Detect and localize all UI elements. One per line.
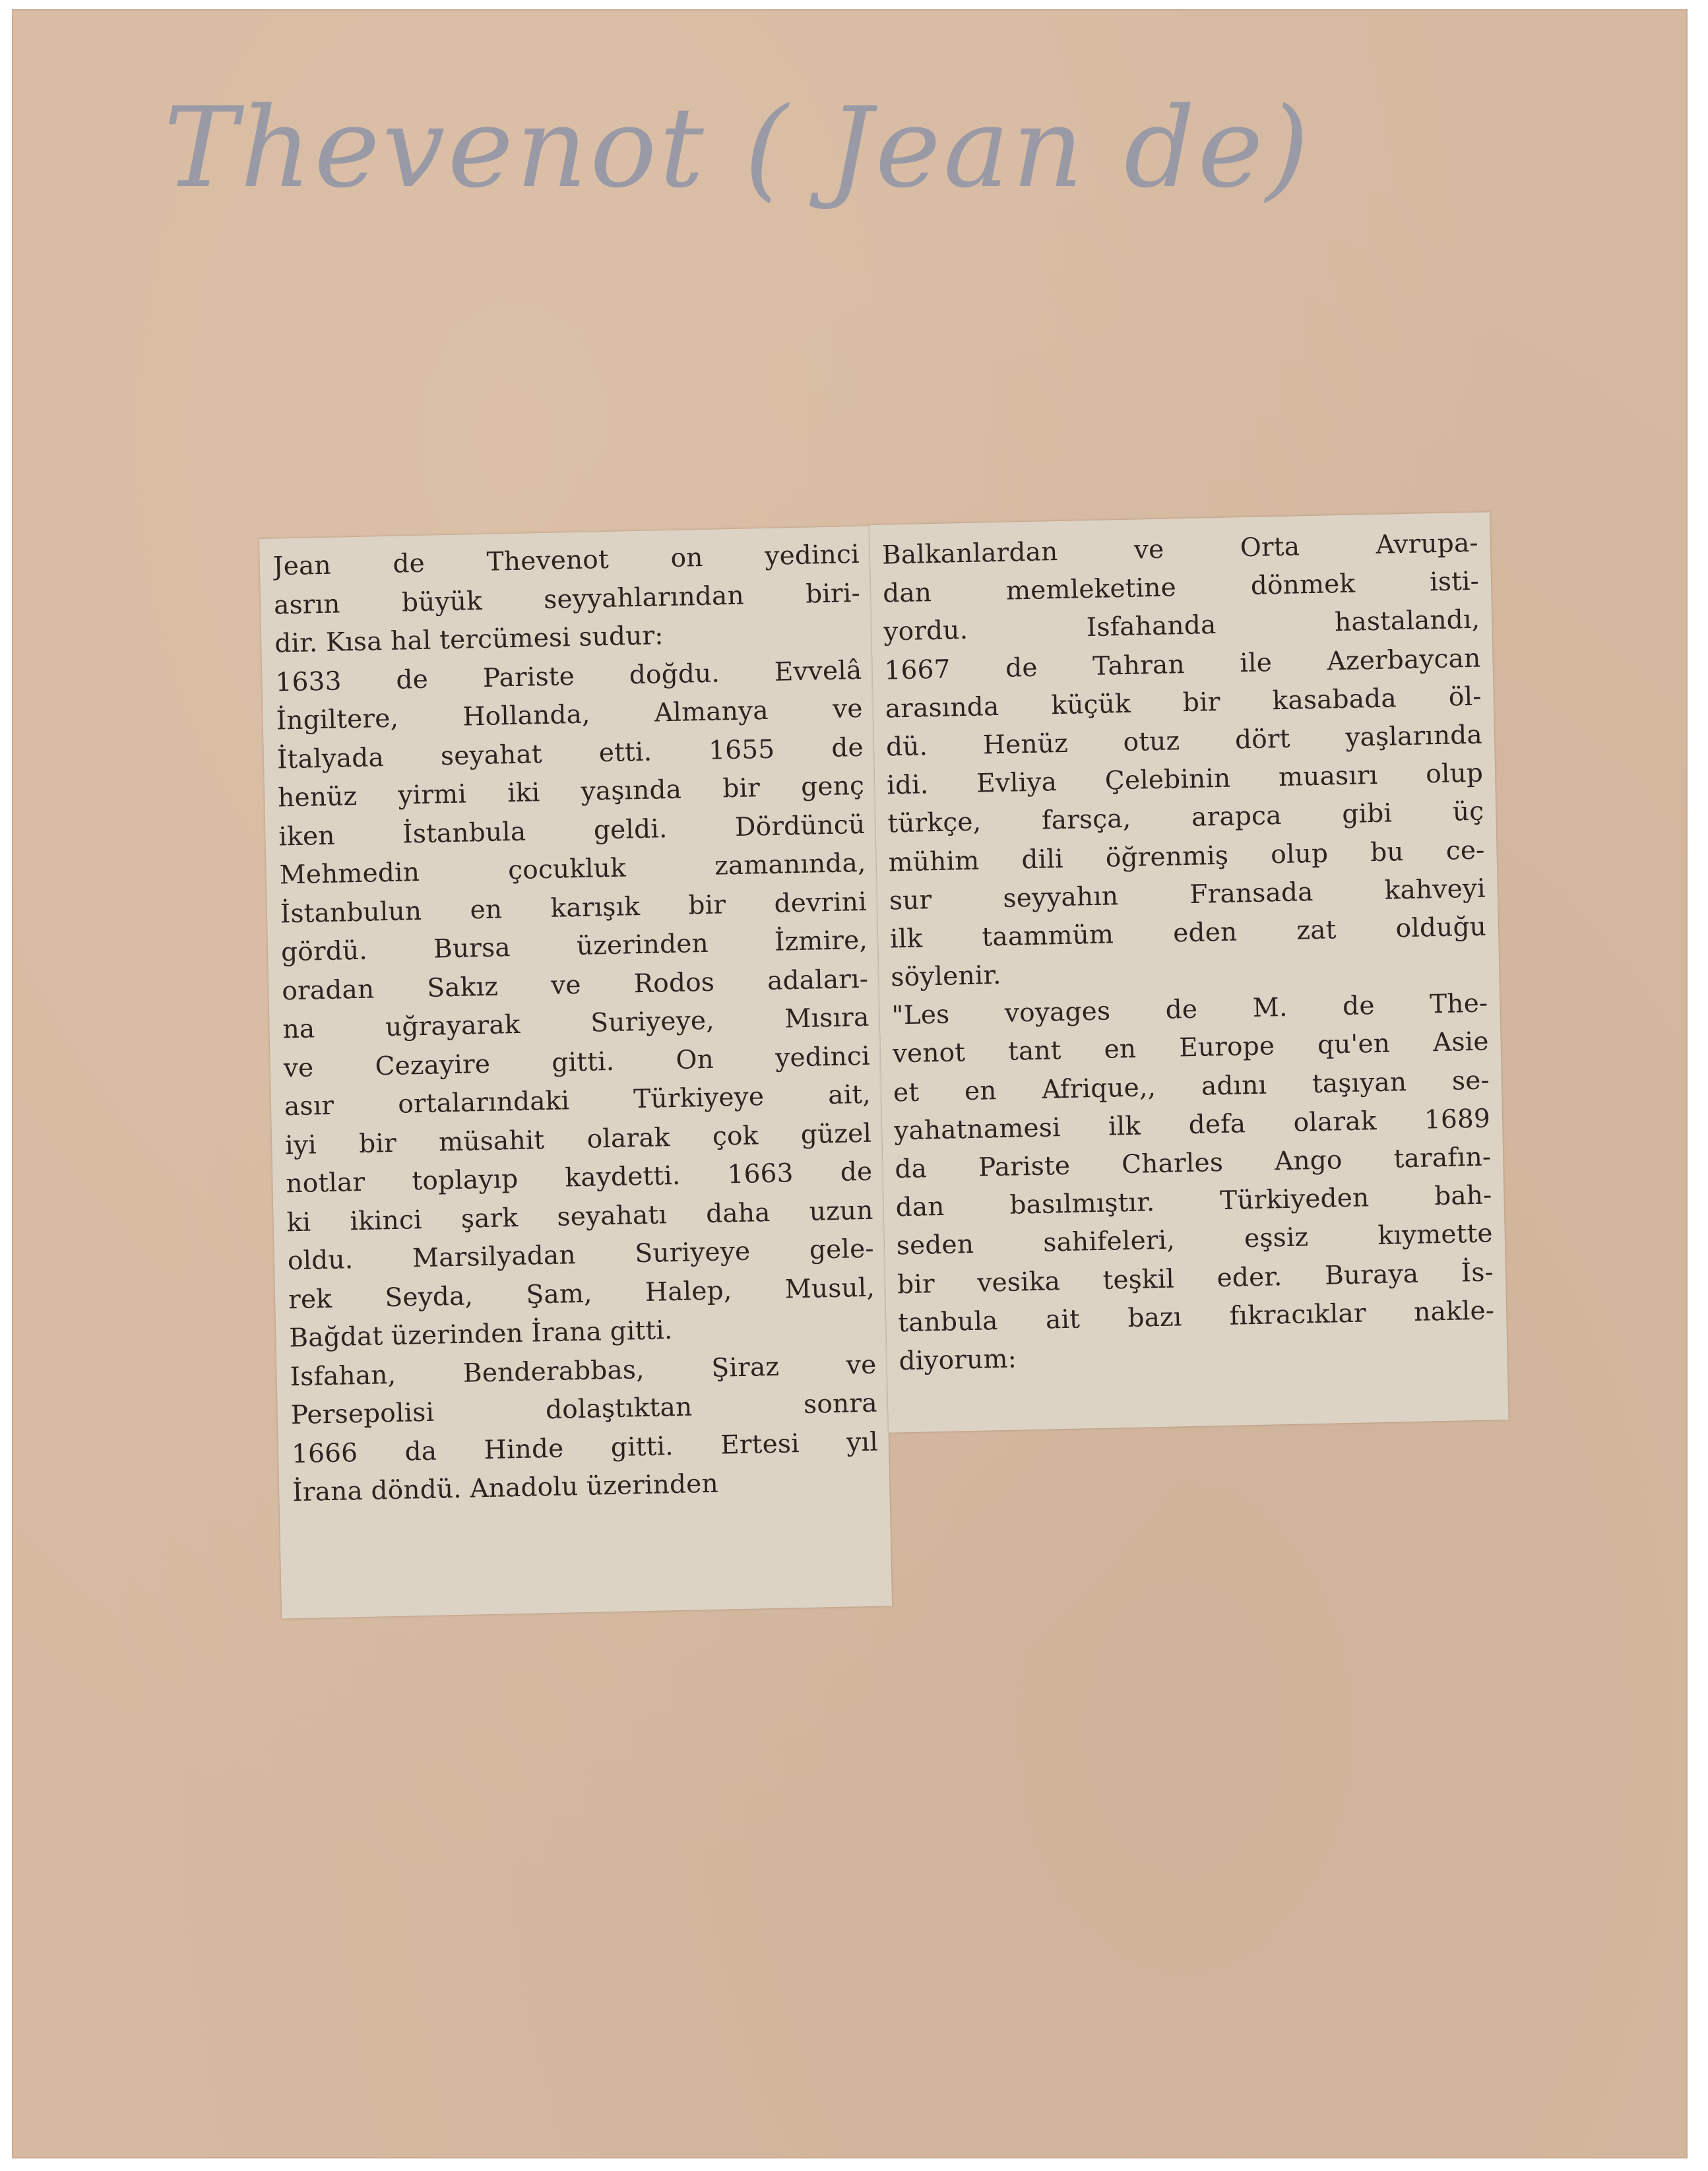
text-line: Mehmedin çocukluk zamanında, <box>279 848 866 891</box>
text-line: Persepolisi dolaştıktan sonra <box>290 1388 878 1431</box>
text-line: ki ikinci şark seyahatı daha uzun <box>286 1195 873 1238</box>
text-line: Jean de Thevenot on yedinci <box>272 539 860 582</box>
text-line: seden sahifeleri, eşsiz kıymette <box>896 1218 1494 1261</box>
newspaper-clipping-left <box>259 526 892 1619</box>
newspaper-clipping-right <box>870 512 1509 1432</box>
text-line: ilk taammüm eden zat olduğu <box>889 912 1487 955</box>
document-page <box>12 9 1688 2158</box>
text-line: yahatnamesi ilk defa olarak 1689 <box>893 1104 1491 1147</box>
text-line: İstanbulun en karışık bir devrini <box>280 887 868 929</box>
text-line: söylenir. <box>890 960 1002 993</box>
handwritten-title: Thevenot ( Jean de) <box>164 83 1312 212</box>
text-line: Balkanlardan ve Orta Avrupa- <box>881 528 1479 571</box>
text-line: dir. Kısa hal tercümesi sudur: <box>274 621 664 659</box>
text-line: Bağdat üzerinden İrana gitti. <box>288 1315 673 1354</box>
text-line: İngiltere, Hollanda, Almanya ve <box>276 693 864 736</box>
text-line: na uğrayarak Suriyeye, Mısıra <box>282 1002 870 1045</box>
text-line: mühim dili öğrenmiş olup bu ce- <box>888 835 1485 878</box>
text-line: asrın büyük seyyahlarından biri- <box>273 578 861 621</box>
text-line: dan memleketine dönmek isti- <box>882 566 1480 609</box>
text-line: asır ortalarındaki Türkiyeye ait, <box>284 1079 871 1122</box>
text-line: Isfahan, Benderabbas, Şiraz ve <box>290 1350 877 1392</box>
text-line: diyorum: <box>899 1344 1017 1377</box>
text-line: iken İstanbula geldi. Dördüncü <box>278 809 866 852</box>
text-line: gördü. Bursa üzerinden İzmire, <box>280 925 868 968</box>
text-line: iyi bir müsahit olarak çok güzel <box>284 1118 872 1160</box>
text-line: et en Afrique,, adını taşıyan se- <box>893 1065 1490 1108</box>
text-line: 1667 de Tahran ile Azerbaycan <box>884 643 1481 686</box>
text-line: oradan Sakız ve Rodos adaları- <box>281 964 869 1006</box>
text-line: da Pariste Charles Ango tarafın- <box>894 1142 1492 1185</box>
text-line: ve Cezayire gitti. On yedinci <box>283 1041 871 1083</box>
right-column <box>870 524 1507 1381</box>
text-line: bir vesika teşkil eder. Buraya İs- <box>897 1257 1494 1300</box>
text-line: idi. Evliya Çelebinin muasırı olup <box>886 758 1484 801</box>
text-line: henüz yirmi iki yaşında bir genç <box>277 771 865 813</box>
text-line: dü. Henüz otuz dört yaşlarında <box>885 720 1483 763</box>
left-column <box>259 536 889 1513</box>
text-line: notlar toplayıp kaydetti. 1663 de <box>286 1156 873 1199</box>
text-line: "Les voyages de M. de The- <box>891 988 1488 1031</box>
text-line: 1633 de Pariste doğdu. Evvelâ <box>275 655 862 698</box>
text-line: arasında küçük bir kasabada öl- <box>885 681 1482 724</box>
text-line: sur seyyahın Fransada kahveyi <box>889 873 1486 916</box>
text-line: dan basılmıştır. Türkiyeden bah- <box>895 1180 1492 1223</box>
text-line: venot tant en Europe qu'en Asie <box>892 1026 1490 1069</box>
text-line: rek Seyda, Şam, Halep, Musul, <box>288 1273 875 1315</box>
text-line: tanbula ait bazı fıkracıklar nakle- <box>897 1296 1495 1338</box>
text-line: oldu. Marsilyadan Suriyeye gele- <box>287 1234 875 1276</box>
text-line: 1666 da Hinde gitti. Ertesi yıl <box>291 1427 879 1469</box>
text-line: İrana döndü. Anadolu üzerinden <box>292 1468 719 1508</box>
text-line: yordu. Isfahanda hastalandı, <box>883 605 1480 647</box>
text-line: türkçe, farsça, arapca gibi üç <box>887 796 1484 839</box>
text-line: İtalyada seyahat etti. 1655 de <box>276 732 864 775</box>
